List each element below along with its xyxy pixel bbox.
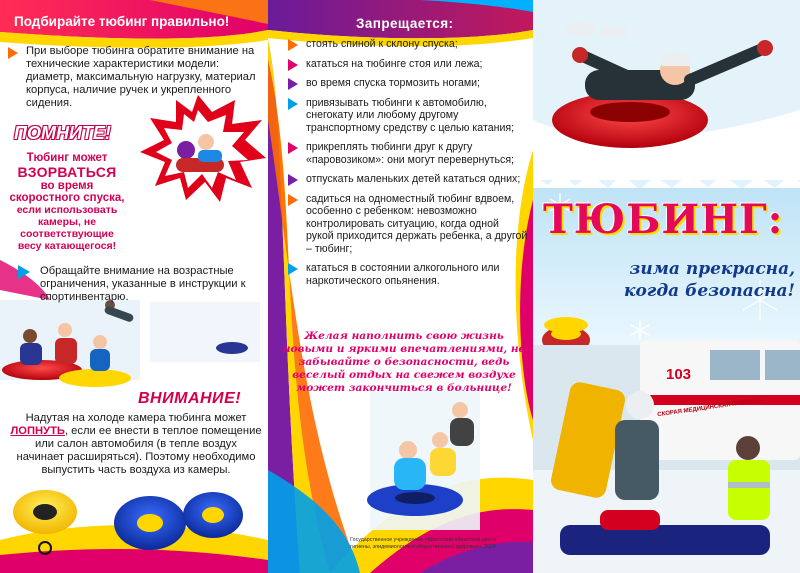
triangle-bullet-icon — [288, 142, 298, 154]
panel-right — [533, 0, 800, 573]
list-item-text: стоять спиной к склону спуска; — [306, 38, 458, 50]
list-item-text: во время спуска тормозить ногами; — [306, 77, 480, 89]
attention-heading: ВНИМАНИЕ! — [138, 390, 242, 407]
pop-text-start: Надутая на холоде камера тюбинга может — [25, 412, 247, 424]
list-item-text: кататься на тюбинге стоя или лежа; — [306, 57, 483, 70]
ambulance-number: 103 — [666, 366, 692, 383]
list-item — [284, 97, 528, 135]
explode-warning — [8, 152, 126, 252]
organization-credit: Государственное учреждение «Брестский областной центр гигиены, эпидемиологии и общественного здоровья», 2024 — [350, 537, 496, 550]
list-item-text: садиться на одноместный тюбинг вдвоем, особенно с ребенком: невозможно контролировать ситуацию, когда одной рукой приходится держать ребенка, а другой – тюбинг; — [306, 192, 528, 255]
list-item-text: отпускать маленьких детей кататься одних; — [306, 173, 521, 185]
safety-wish: Желая наполнить свою жизнь новыми и яркими впечатлениями, не забывайте о безопасности, ведь веселый отдых на свежем воздухе может закончиться в больнице! — [282, 330, 526, 394]
explode-line-2: ВЗОРВАТЬСЯ — [17, 164, 117, 180]
panel-middle — [268, 0, 533, 573]
ambulance-label: СКОРАЯ МЕДИЦИНСКАЯ ПОМОЩЬ — [657, 397, 762, 419]
forbidden-list — [284, 38, 528, 294]
list-item — [284, 141, 528, 166]
main-subtitle — [533, 258, 795, 302]
list-item — [284, 58, 528, 71]
pop-red-word: ЛОПНУТЬ — [10, 425, 65, 437]
triangle-bullet-icon — [8, 47, 18, 59]
pop-text — [10, 412, 262, 477]
triangle-bullet-icon — [288, 59, 298, 71]
list-item-text: кататься в состоянии алкогольного или наркотического опьянения. — [306, 262, 500, 287]
pop-text-end: , если ее внести в теплое помещение или салон автомобиля (в тепле воздух начинает расширяться). Поэтому необходимо выпустить часть воздуха из камеры. — [16, 425, 262, 476]
list-item — [284, 38, 528, 51]
forbidden-heading: Запрещается: — [356, 16, 454, 31]
list-item — [284, 173, 528, 186]
remember-heading: ПОМНИТЕ! — [14, 123, 111, 143]
triangle-bullet-icon — [288, 98, 298, 110]
pick-text: При выборе тюбинга обратите внимание на технические характеристики модели: диаметр, максимальную нагрузку, материал корпуса, наличие ручек и укрепленного сидения. — [26, 45, 256, 109]
age-text: Обращайте внимание на возрастные ограничения, указанные в инструкции к спортинвентарю. — [40, 265, 246, 303]
subtitle-line-2: когда безопасна! — [623, 281, 795, 301]
triangle-bullet-icon — [288, 39, 298, 51]
main-title: ТЮБИНГ: — [543, 196, 784, 243]
panel-left — [0, 0, 268, 573]
triangle-bullet-icon — [288, 263, 298, 275]
list-item — [284, 262, 528, 287]
list-item-text: привязывать тюбинги к автомобилю, снегокату или любому другому транспортному средству с целью катания; — [306, 96, 515, 134]
triangle-bullet-icon — [288, 78, 298, 90]
list-item-text: прикреплять тюбинги друг к другу «паровозиком»: они могут перевернуться; — [306, 141, 515, 166]
triangle-bullet-icon — [288, 174, 298, 186]
explode-line-1: Тюбинг может — [26, 152, 108, 164]
pick-heading: Подбирайте тюбинг правильно! — [14, 14, 230, 29]
explode-line-3: во время скоростного спуска, — [9, 180, 125, 204]
list-item — [284, 193, 528, 256]
triangle-bullet-icon — [18, 265, 30, 279]
subtitle-line-1: зима прекрасна, — [629, 259, 795, 279]
triangle-bullet-icon — [288, 194, 298, 206]
list-item — [284, 77, 528, 90]
explode-line-4: если использовать камеры, не соответствующие весу катающегося! — [16, 204, 118, 252]
